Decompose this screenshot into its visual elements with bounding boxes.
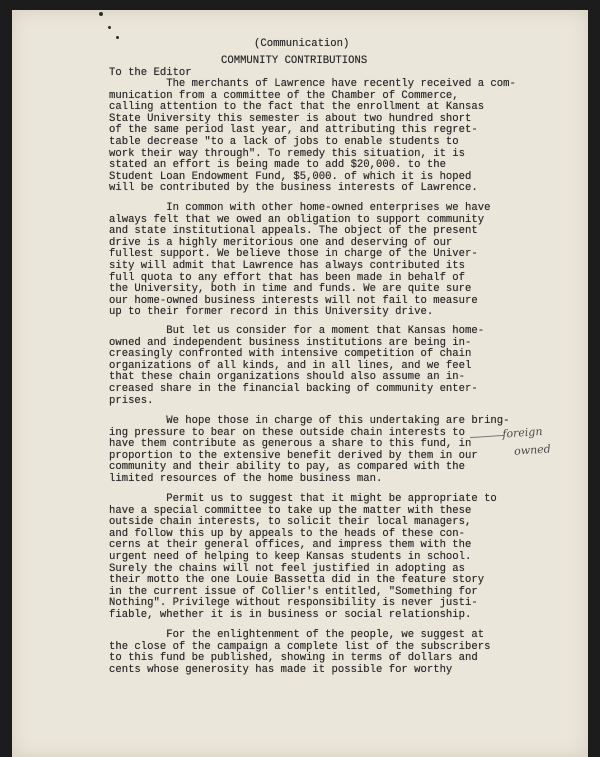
handwritten-margin-note: foreign owned <box>501 424 552 459</box>
paragraph-4: We hope those in charge of this undertaking are bring- ing pressure to bear on these outside chain interests to have them contribute as generous a share to this fund, in proportion to the extensive benefit derived by them in our community and their ability to pay, as compared with the limited resources of the home business man. <box>109 415 510 485</box>
paragraph-2: In common with other home-owned enterprises we have always felt that we owed an obligation to support community and state institutional appeals. The object of the present drive is a highly meritorious one and deserving of our fullest support. We believe those in charge of the Univer- sity will admit that Lawrence has always contributed its full quota to any effort that has been made in behalf of the University, both in time and funds. We are quite sure our home-owned business interests will not fail to measure up to their former record in this University drive. <box>109 202 491 319</box>
document-title: COMMUNITY CONTRIBUTIONS <box>221 55 368 67</box>
paragraph-6: For the enlightenment of the people, we suggest at the close of the campaign a complete list of the subscribers to this fund be published, showing in terms of dollars and cents whose generosity has made it possible for worthy <box>109 629 491 676</box>
staple-hole-mark <box>108 26 111 29</box>
paragraph-3: But let us consider for a moment that Kansas home- owned and independent business institutions are being in- creasingly confronted with intensive competition of chain organizations of all kinds, and in all lines, and we feel that these chain organizations should also assume an in- creased share in the financial backing of community enter- prises. <box>109 325 485 407</box>
staple-hole-mark <box>99 12 103 16</box>
paragraph-1: The merchants of Lawrence have recently received a com- munication from a committee of the Chamber of Commerce, calling attention to the fact that the enrollment at Kansas State University this semester is about two hundred short of the same period last year, and attributing this regret- table decrease "to a lack of jobs to enable students to work their way through". To remedy this situation, it is stated an effort is being made to add $20,000. to the Student Loan Endowment Fund, $5,000. of which it is hoped will be contributed by the business interests of Lawrence. <box>109 78 516 195</box>
salutation: To the Editor <box>109 67 192 79</box>
staple-hole-mark <box>116 36 119 39</box>
document-heading: (Communication) <box>254 38 350 50</box>
paragraph-5: Permit us to suggest that it might be appropriate to have a special committee to take up the matter with these outside chain interests, to solicit their local managers, and follow this up by appeals to the heads of these con- cerns at their general offices, and impress them with the urgent need of helping to keep Kansas students in school. Surely the chains will not feel justified in adopting as their motto the one Louie Bassetta did in the feature story in the current issue of Collier's entitled, "Something for Nothing". Privilege without responsibility is never justi- fiable, whether it is in business or social relationship. <box>109 493 497 621</box>
